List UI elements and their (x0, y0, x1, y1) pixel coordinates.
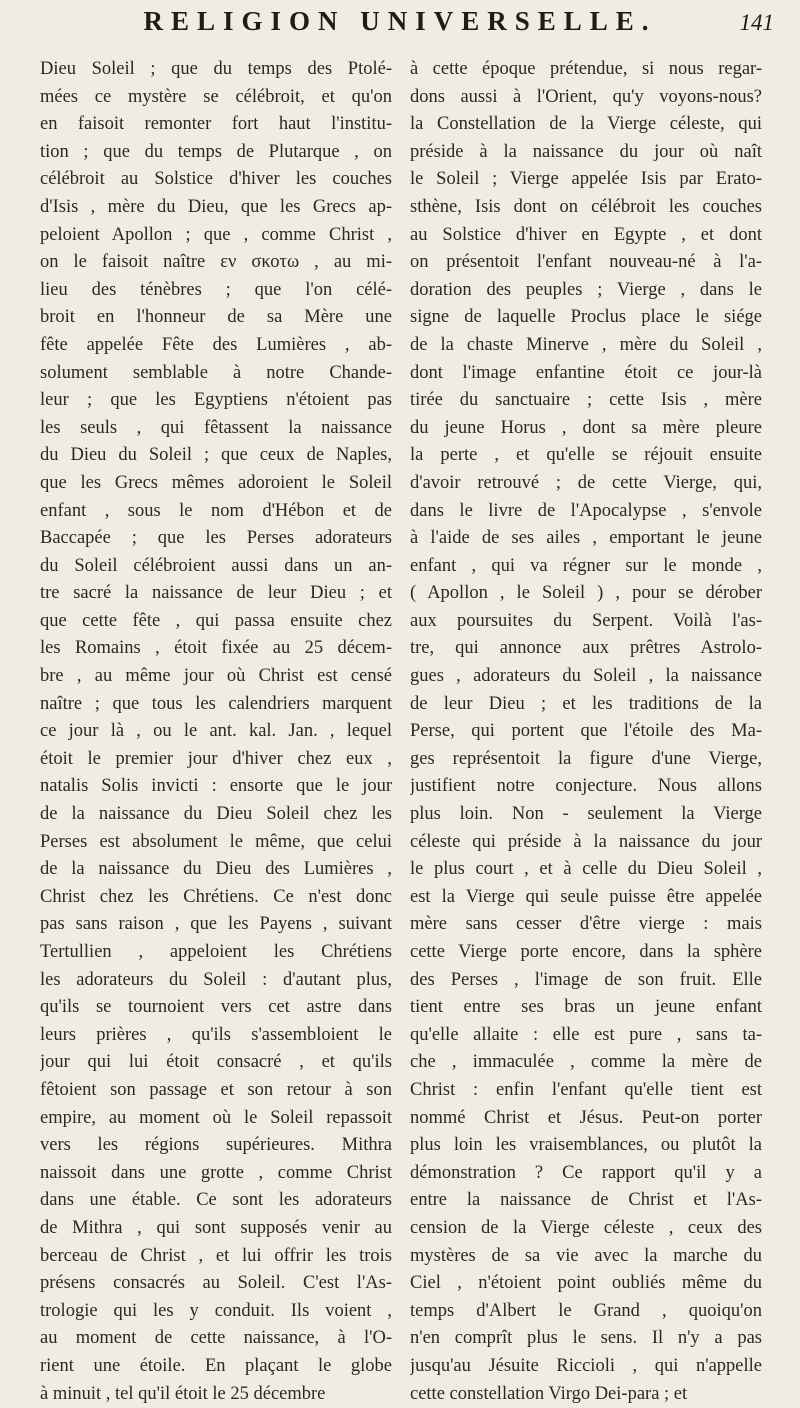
text-line: de Mithra , qui sont supposés venir au (40, 1215, 392, 1243)
text-line: n'en comprît plus le sens. Il n'y a pas (410, 1325, 762, 1353)
text-line: Perse, qui portent que l'étoile des Ma- (410, 718, 762, 746)
text-line: que les Grecs mêmes adoroient le Soleil (40, 470, 392, 498)
text-line: au Solstice d'hiver en Egypte , et dont (410, 222, 762, 250)
text-line: peloient Apollon ; que , comme Christ , (40, 222, 392, 250)
text-line: le plus court , et à celle du Dieu Soleil , (410, 856, 762, 884)
text-column-left (40, 56, 392, 1408)
text-line: ges représentoit la figure d'une Vierge, (410, 746, 762, 774)
text-line: fête appelée Fête des Lumières , ab- (40, 332, 392, 360)
text-line: Tertullien , appeloient les Chrétiens (40, 939, 392, 967)
text-line: tion ; que du temps de Plutarque , on (40, 139, 392, 167)
text-line: démonstration ? Ce rapport qu'il y a (410, 1160, 762, 1188)
text-line: du jeune Horus , dont sa mère pleure (410, 415, 762, 443)
text-line: cette constellation Virgo Dei-para ; et (410, 1381, 762, 1408)
text-line: Dieu Soleil ; que du temps des Ptolé- (40, 56, 392, 84)
text-line: Perses est absolument le même, que celui (40, 829, 392, 857)
text-line: mère sans cesser d'être vierge : mais (410, 911, 762, 939)
text-line: on le faisoit naître εν σκοτω , au mi- (40, 249, 392, 277)
text-line: signe de laquelle Proclus place le siége (410, 304, 762, 332)
text-line: céleste qui préside à la naissance du jour (410, 829, 762, 857)
text-line: est la Vierge qui seule puisse être appelée (410, 884, 762, 912)
text-line: leur ; que les Egyptiens n'étoient pas (40, 387, 392, 415)
text-line: mystères de sa vie avec la marche du (410, 1243, 762, 1271)
text-line: jusqu'au Jésuite Riccioli , qui n'appelle (410, 1353, 762, 1381)
text-line: les Romains , étoit fixée au 25 décem- (40, 635, 392, 663)
text-line: ( Apollon , le Soleil ) , pour se dérober (410, 580, 762, 608)
text-line: mées ce mystère se célébroit, et qu'on (40, 84, 392, 112)
text-line: de la naissance du Dieu des Lumières , (40, 856, 392, 884)
text-line: Baccapée ; que les Perses adorateurs (40, 525, 392, 553)
text-line: en faisoit remonter fort haut l'institu- (40, 111, 392, 139)
text-line: dont l'image enfantine étoit ce jour-là (410, 360, 762, 388)
text-line: d'avoir retrouvé ; de cette Vierge, qui, (410, 470, 762, 498)
text-line: ce jour là , ou le ant. kal. Jan. , lequel (40, 718, 392, 746)
text-line: berceau de Christ , et lui offrir les trois (40, 1243, 392, 1271)
text-line: présens consacrés au Soleil. C'est l'As- (40, 1270, 392, 1298)
text-line: les seuls , qui fêtassent la naissance (40, 415, 392, 443)
text-line: Christ chez les Chrétiens. Ce n'est donc (40, 884, 392, 912)
text-line: natalis Solis invicti : ensorte que le jour (40, 773, 392, 801)
text-line: leurs prières , qu'ils s'assembloient le (40, 1022, 392, 1050)
text-line: dans une étable. Ce sont les adorateurs (40, 1187, 392, 1215)
text-line: des Perses , l'image de son fruit. Elle (410, 967, 762, 995)
text-line: justifient notre conjecture. Nous allons (410, 773, 762, 801)
text-line: che , immaculée , comme la mère de (410, 1049, 762, 1077)
text-line: enfant , qui va régner sur le monde , (410, 553, 762, 581)
text-line: sthène, Isis dont on célébroit les couches (410, 194, 762, 222)
text-line: étoit le premier jour d'hiver chez eux , (40, 746, 392, 774)
text-line: tre, qui annonce aux prêtres Astrolo- (410, 635, 762, 663)
text-line: temps d'Albert le Grand , quoiqu'on (410, 1298, 762, 1326)
text-line: enfant , sous le nom d'Hébon et de (40, 498, 392, 526)
running-head: RELIGION UNIVERSELLE. (100, 6, 700, 37)
text-column-right (410, 56, 762, 1408)
text-line: la perte , et qu'elle se réjouit ensuite (410, 442, 762, 470)
text-line: à cette époque prétendue, si nous regar- (410, 56, 762, 84)
text-line: empire, au moment où le Soleil repassoit (40, 1105, 392, 1133)
text-line: le Soleil ; Vierge appelée Isis par Erato- (410, 166, 762, 194)
page-number: 141 (740, 10, 775, 36)
text-line: pas sans raison , que les Payens , suivant (40, 911, 392, 939)
text-line: qu'ils se tournoient vers cet astre dans (40, 994, 392, 1022)
text-line: de la naissance du Dieu Soleil chez les (40, 801, 392, 829)
text-line: vers les régions supérieures. Mithra (40, 1132, 392, 1160)
text-line: cension de la Vierge céleste , ceux des (410, 1215, 762, 1243)
text-line: de leur Dieu ; et les traditions de la (410, 691, 762, 719)
text-line: plus loin. Non - seulement la Vierge (410, 801, 762, 829)
text-line: gues , adorateurs du Soleil , la naissance (410, 663, 762, 691)
text-line: trologie qui les y conduit. Ils voient , (40, 1298, 392, 1326)
text-line: au moment de cette naissance, à l'O- (40, 1325, 392, 1353)
text-line: naissoit dans une grotte , comme Christ (40, 1160, 392, 1188)
text-line: plus loin les vraisemblances, ou plutôt la (410, 1132, 762, 1160)
text-line: jour qui lui étoit consacré , et qu'ils (40, 1049, 392, 1077)
text-line: dans le livre de l'Apocalypse , s'envole (410, 498, 762, 526)
text-line: tirée du sanctuaire ; cette Isis , mère (410, 387, 762, 415)
text-line: célébroit au Solstice d'hiver les couches (40, 166, 392, 194)
text-line: entre la naissance de Christ et l'As- (410, 1187, 762, 1215)
text-line: du Dieu du Soleil ; que ceux de Naples, (40, 442, 392, 470)
text-line: tient entre ses bras un jeune enfant (410, 994, 762, 1022)
text-line: que cette fête , qui passa ensuite chez (40, 608, 392, 636)
text-line: à minuit , tel qu'il étoit le 25 décembre (40, 1381, 392, 1408)
text-line: qu'elle allaite : elle est pure , sans ta- (410, 1022, 762, 1050)
text-line: nommé Christ et Jésus. Peut-on porter (410, 1105, 762, 1133)
text-line: la Constellation de la Vierge céleste, qui (410, 111, 762, 139)
text-line: préside à la naissance du jour où naît (410, 139, 762, 167)
text-line: cette Vierge porte encore, dans la sphère (410, 939, 762, 967)
text-line: du Soleil célébroient aussi dans un an- (40, 553, 392, 581)
text-line: naître ; que tous les calendriers marquent (40, 691, 392, 719)
text-line: fêtoient son passage et son retour à son (40, 1077, 392, 1105)
text-line: de la chaste Minerve , mère du Soleil , (410, 332, 762, 360)
text-line: à l'aide de ses ailes , emportant le jeune (410, 525, 762, 553)
text-line: rient une étoile. En plaçant le globe (40, 1353, 392, 1381)
text-line: Christ : enfin l'enfant qu'elle tient est (410, 1077, 762, 1105)
text-line: aux poursuites du Serpent. Voilà l'as- (410, 608, 762, 636)
text-line: broit en l'honneur de sa Mère une (40, 304, 392, 332)
text-line: tre sacré la naissance de leur Dieu ; et (40, 580, 392, 608)
text-line: doration des peuples ; Vierge , dans le (410, 277, 762, 305)
text-line: on présentoit l'enfant nouveau-né à l'a- (410, 249, 762, 277)
text-line: d'Isis , mère du Dieu, que les Grecs ap- (40, 194, 392, 222)
text-line: solument semblable à notre Chande- (40, 360, 392, 388)
text-line: les adorateurs du Soleil : d'autant plus, (40, 967, 392, 995)
text-line: Ciel , n'étoient point oubliés même du (410, 1270, 762, 1298)
text-line: dons aussi à l'Orient, qu'y voyons-nous? (410, 84, 762, 112)
text-line: bre , au même jour où Christ est censé (40, 663, 392, 691)
text-line: lieu des ténèbres ; que l'on célé- (40, 277, 392, 305)
